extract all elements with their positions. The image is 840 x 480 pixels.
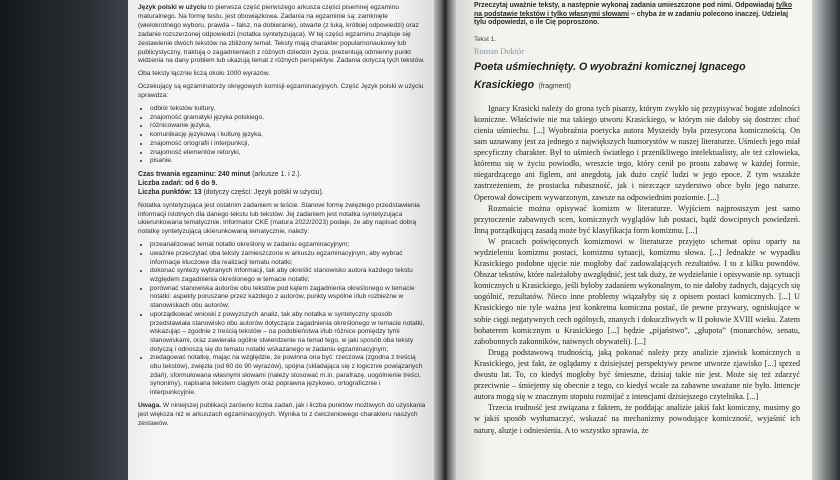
author-name: Roman Doktór [474,46,525,56]
article-title: Poeta uśmiechnięty. O wyobraźni komicznej Ignacego Krasickiego [474,60,746,91]
body-paragraph: Trzecia trudność jest związana z faktem, że poddając analizie jakiś fakt komiczny, musimy go w jakiś sposób wytłumaczyć, wskazać na mechanizmy powodujące komiczność, wyjaśnić ich naturę, aluzje i odniesienia. A to wszystko sprawia, że [474,403,800,435]
exam-duration [138,170,426,179]
list-item: • zredagować notatkę, mając na względzie, że powinna ona być: rzeczowa (zgodna z treścią obu tekstów), zwięzła (od 60 do 90 wyrazów), spójna (składająca się z logicznie powiązanych zdań), sformułowana własnymi słowami (należy stosować m.in. parafrazę, uogólnienie treści, synonimy), napisana tekstem ciągłym oraz poprawna językowo, ortograficznie i interpunkcyjnie. [150,354,426,398]
points-count [138,188,426,197]
list-item: • różnicowanie języka, [150,122,426,131]
right-page-text [474,2,800,436]
right-page [456,0,812,480]
exam-facts [138,170,426,198]
list-item: • znajomość elementów retoryki, [150,149,426,158]
fact-label: Liczba zadań: od 6 do 9. [138,180,218,188]
article-body [474,103,800,436]
background-left [0,0,128,480]
left-page [128,0,434,480]
fact-value: (arkusze 1. i 2.). [250,170,302,178]
intro-paragraph [138,4,426,66]
list-item: • odbiór tekstów kultury, [150,105,426,114]
checks-list [138,105,426,166]
checks-intro-paragraph: Oczekujący są egzaminatorzy okręgowych komisji egzaminacyjnych. Część Język polski w użyciu sprawdza: [138,83,424,100]
instruction [474,2,800,28]
intro-text: to pierwsza część pierwszego arkusza części pisemnej egzaminu maturalnego. Na formę testu, jest obowiązkowa. Zadania na egzaminie są: zamknięte (wielokrotnego wyboru, prawda – fałsz, na dobieranie), otwarte (z luką, krótkiej odpowiedzi) oraz zadanie rozszerzonej odpowiedzi (notatka syntetyzująca). W tej części egzaminu znajduje się zestawienie dwóch tekstów na zbliżony temat. Teksty mają charakter popularnonaukowy lub publicystyczny, traktują o zagadnieniach z różnych dziedzin życia, prezentują odmienny punkt widzenia na dany problem lub ukazują temat z różnych perspektyw. Zadania dotyczą tych tekstów. [138,4,425,65]
steps-list [138,241,426,398]
list-item: • uważnie przeczytać oba teksty zamieszczone w arkuszu egzaminacyjnym, aby wybrać informacje kluczowe dla realizacji tematu notatki; [150,250,426,267]
body-paragraph: Ignacy Krasicki należy do grona tych pisarzy, którym zwykło się przypisywać bogate zdolności komiczne. Właściwie nie ma takiego utworu Krasickiego, w którym nie dałoby się dostrzec choć cienia uśmiechu. [...] Wyobraźnia poetycka autora Myszeidy była przesycona komicznością. On sam uznawany jest za jednego z największych humorystów w naszej literaturze. Uśmiech jego miał specyficzny charakter. Był to uśmiech światłego i przenikliwego intelektualisty, ale też człowieka, któremu się w życiu powiodło, wreszcie tego, który cenił po prostu zabawę w każdej formie, niegardzącego ani figlem, ani anegdotą, jak dużo część ludzi w jego epoce. Z tym wszakże zastrzeżeniem, że prostacka rubaszność, jak i niezczące szyderstwo obce było jego naturze. Operował dowcipem wywarzonym, zawsze na odpowiednim poziomie. [...] [474,103,800,202]
instruction-text: – chyba że w zadaniu polecono inaczej. Udzielaj tylu odpowiedzi, o ile Cię poproszono. [474,10,789,27]
background-right [812,0,840,480]
word-count-paragraph: Oba teksty łącznie liczą około 1000 wyrazów. [138,70,270,78]
fact-label: Liczba punktów: 13 [138,189,202,197]
intro-lead: Język polski w użyciu [138,4,207,11]
list-item: • pisanie. [150,157,426,166]
body-paragraph: Drugą podstawową trudnością, jaką pokonać należy przy analizie zjawisk komicznych u Krasickiego, jest fakt, że oglądamy z dzisiejszej perspektywy pewne utworze zjawisko [...] sprzed dwustu lat. To, co kiedyś mogłoby być śmieszne, dzisiaj takie nie jest. Może się też zdarzyć przeciwnie – śmiejemy się obecnie z tego, co kiedyś wcale za zabawne uważane nie było. Intencje autora mogą się w znacznym stopniu rozmijać z intencjami dzisiejszego czytelnika. [...] [474,347,800,402]
note-paragraph: Notatka syntetyzująca jest ostatnim zadaniem w teście. Stanowi formę zwięzłego przedstawienia informacji istotnych dla danego tekstu lub tekstów. Jej zadaniem jest notatka syntetyzująca ukierunkowana tematycznie. Informator CKE (matura 2022/2023) podaje, że aby napisać dobrą notatkę syntetyzującą ukierunkowaną tematycznie, należy: [138,201,420,236]
left-page-text [138,4,426,433]
uwaga-label: Uwaga. [138,401,162,409]
instruction-emphasis: tylko na podstawie tekstów i tylko własnymi słowami [474,2,793,18]
list-item: • znajomość gramatyki języka polskiego, [150,114,426,123]
uwaga-paragraph [138,402,426,429]
book-gutter [434,0,456,480]
list-item: • uporządkować wnioski z powyższych analiz, tak aby notatka w syntetyczny sposób przedstawiała stanowisko obu autorów dotyczące zagadnienia określonego w temacie notatki, wskazując – zgodnie z treścią tekstów – na podobieństwa i/lub różnice pomiędzy tymi stanowiskami, oraz zawierała ogólne stwierdzenie na temat tego, w jaki sposób oba teksty dotyczą i odnoszą się do tematu notatki wskazanego w zadaniu egzaminacyjnym; [150,311,426,355]
body-paragraph: W pracach poświęconych komizmowi w literaturze przyjęto schemat opisu oparty na wydzieleniu komizmu postaci, komizmu sytuacji, komizmu słowa. [...] Jednakże w wypadku Krasickiego podobne ujęcie nie mogłoby dać zadowalających rezultatów. I to z kilku powodów. Obszar tekstów, które należałoby uwzględnić, jest tak duży, że wydzielanie i opisywanie np. sytuacji komicznych u Krasickiego, jeśli byłoby zadaniem wykonalnym, to nie dałoby żadnych, dających się uogólnić, rezultatów. Nieco inne problemy wiązałyby się z opisem postaci komicznych. [...] U Krasickiego nie tyle ważna jest konkretna komiczna postać, ile pewne przywary, ogniskujące w sobie cięgi negatywnych cech ogólnych, znanych i dokuczliwych w II połowie XVIII wieku. Zatem bohaterem komicznym u Krasickiego [...] będzie „pijaństwo”, „głupota” (monarchów, senatu, zabobonnych zakonników, naiwnych obywateli). [...] [474,236,800,346]
fact-label: Czas trwania egzaminu: 240 minut [138,170,251,178]
fragment-note: (fragment) [538,82,571,90]
list-item: • komunikację językową i kulturę języka, [150,131,426,140]
list-item: • porównać stanowiska autorów obu tekstów pod kątem zagadnienia określonego w temacie notatki: aspekty poruszane przez każdego z autorów, punkty wspólne i/lub rozbieżne w stanowiskach obu autorów; [150,285,426,311]
task-count [138,179,426,188]
uwaga-text: W niniejszej publikacji zarówno liczba zadań, jak i liczba punktów możliwych do uzyskania jest większa niż w arkuszach egzaminacyjnych. Wynika to z ćwiczeniowego charakteru naszych zestawów. [138,401,426,427]
text-number-label: Tekst 1. [474,35,497,43]
list-item: • znajomość ortografii i interpunkcji, [150,140,426,149]
title-row [474,57,800,93]
body-paragraph: Rozmaicie można opisywać komizm w literaturze. Wyjściem najprostszym jest samo przytoczenie zabawnych scen, komicznych wyglądów lub postaci, bądź dowcipnych powiedzeń. Inną porządkującą zasadą może być klasyfikacja form komizmu. [...] [474,203,800,235]
list-item: • dokonać syntezy wybranych informacji, tak aby określić stanowisko autora każdego tekstu względem zagadnienia określonego w temacie notatki; [150,267,426,284]
fact-value: (dotyczy części: Język polski w użyciu). [201,189,324,197]
instruction-text: Przeczytaj uważnie teksty, a następnie wykonaj zadania umieszczone pod nimi. Odpowiadaj [474,2,776,9]
list-item: • przeanalizować temat notatki określony w zadaniu egzaminacyjnym; [150,241,426,250]
